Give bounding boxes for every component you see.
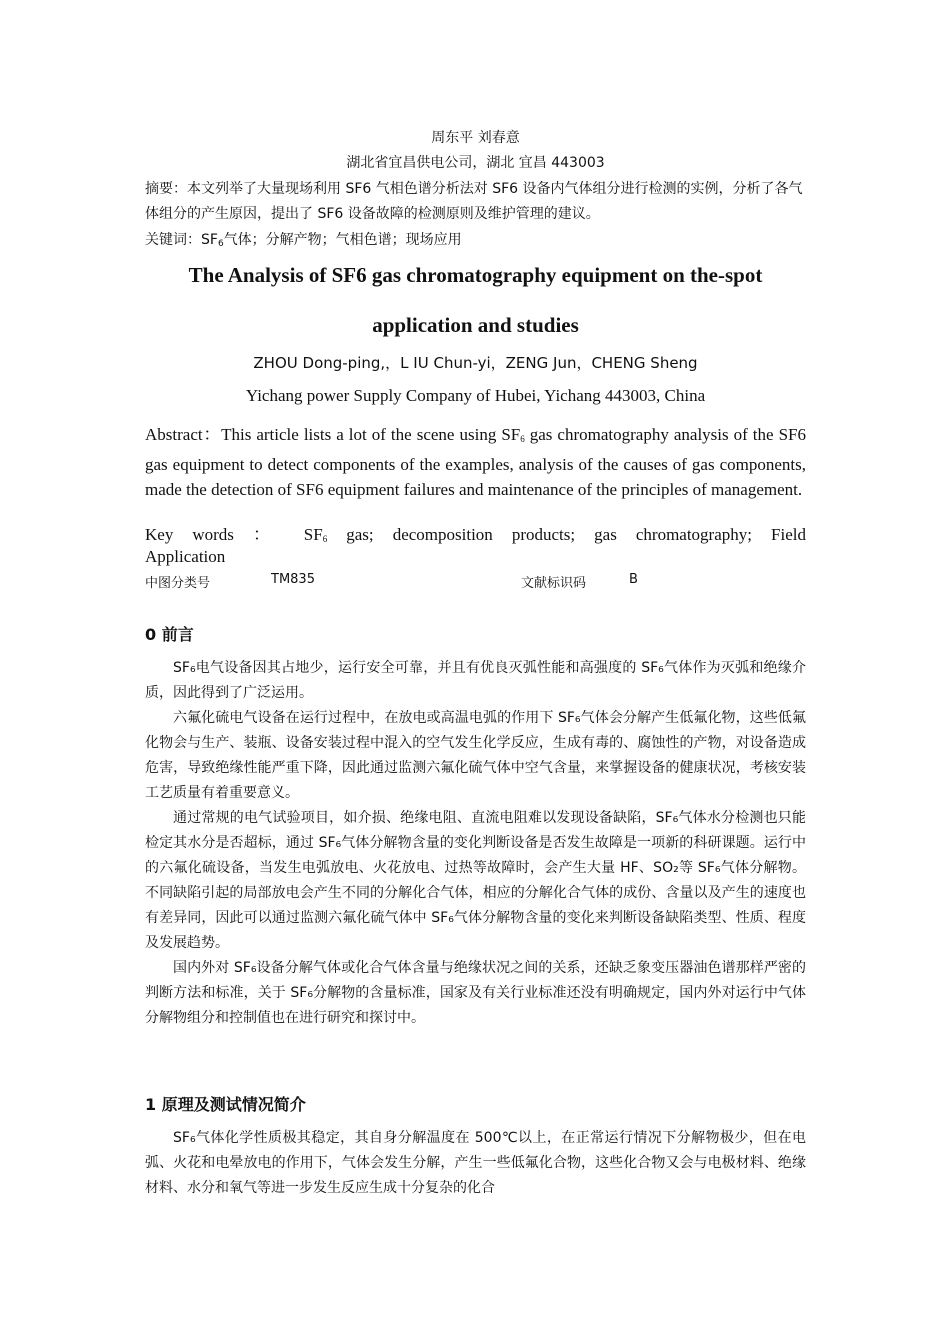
authors-en: ZHOU Dong-ping,，L IU Chun-yi，ZENG Jun，CHENG Sheng: [253, 354, 698, 372]
section-0-paragraph: SF₆电气设备因其占地少，运行安全可靠，并且有优良灭弧性能和高强度的 SF₆气体作为灭弧和绝缘介质，因此得到了广泛运用。: [145, 660, 806, 701]
doc-code-value: B: [629, 572, 638, 587]
authors-cn: 周东平 刘春意: [431, 130, 520, 146]
keywords-cn-prefix: 关键词：SF: [145, 232, 218, 248]
section-1-heading: 1 原理及测试情况简介: [145, 1095, 306, 1114]
abstract-cn: 摘要：本文列举了大量现场利用 SF6 气相色谱分析法对 SF6 设备内气体组分进行检测的实例，分析了各气体组分的产生原因，提出了 SF6 设备故障的检测原则及维护管理的建议。: [145, 181, 803, 222]
keywords-en: [145, 522, 806, 552]
paper-title-en: [145, 250, 806, 350]
keywords-cn: [145, 229, 806, 249]
section-0-body: [145, 656, 806, 1031]
section-0-paragraph: 国内外对 SF₆设备分解气体或化合气体含量与绝缘状况之间的关系，还缺乏象变压器油色谱那样严密的判断方法和标准，关于 SF₆分解物的含量标准，国家及有关行业标准还没有明确规定，国内外对运行中气体分解物组分和控制值也在进行研究和探讨中。: [145, 960, 806, 1026]
keywords-cn-sub: 6: [217, 239, 224, 249]
section-0-paragraph: 六氟化硫电气设备在运行过程中，在放电或高温电弧的作用下 SF₆气体会分解产生低氟化物，这些低氟化物会与生产、装瓶、设备安装过程中混入的空气发生化学反应，生成有毒的、腐蚀性的产物，对设备造成危害，导致绝缘性能严重下降，因此通过监测六氟化硫气体中空气含量，来掌握设备的健康状况，考核安装工艺质量有着重要意义。: [145, 710, 806, 801]
clc-value: TM835: [271, 572, 315, 587]
keywords-en-b: gas; decomposition products; gas chromatography; Field: [327, 525, 806, 544]
clc-label: 中图分类号: [145, 576, 211, 591]
doc-code-label: 文献标识码: [521, 576, 587, 591]
abstract-en: [145, 422, 806, 502]
title-line-2: application and studies: [372, 313, 579, 337]
abstract-en-b: gas chromatography analysis of the SF6 gas equipment to detect components of the examples, analysis of the causes of gas components, made the detection of SF6 equipment failures and maintenance of the principles of management.: [145, 425, 806, 499]
keywords-en-continued: Application: [145, 547, 226, 566]
section-1-paragraph: SF₆气体化学性质极其稳定，其自身分解温度在 500℃以上，在正常运行情况下分解物极少，但在电弧、火花和电晕放电的作用下，气体会发生分解，产生一些低氟化合物，这些化合物又会与电极材料、绝缘材料、水分和氧气等进一步发生反应生成十分复杂的化合: [145, 1130, 806, 1196]
keywords-en-a: Key words ： SF: [145, 525, 323, 544]
affiliation-cn: 湖北省宜昌供电公司，湖北 宜昌 443003: [346, 155, 605, 171]
affiliation-en: Yichang power Supply Company of Hubei, Yichang 443003, China: [245, 386, 706, 405]
section-1-body: [145, 1126, 806, 1201]
abstract-en-a: Abstract：This article lists a lot of the scene using SF: [145, 425, 521, 444]
title-line-1: The Analysis of SF6 gas chromatography equipment on the-spot: [188, 263, 763, 287]
section-0-paragraph: 通过常规的电气试验项目，如介损、绝缘电阻、直流电阻难以发现设备缺陷，SF₆气体水分检测也只能检定其水分是否超标，通过 SF₆气体分解物含量的变化判断设备是否发生故障是一项新的科研课题。运行中的六氟化硫设备，当发生电弧放电、火花放电、过热等故障时，会产生大量 HF、SO₂等 SF₆气体分解物。不同缺陷引起的局部放电会产生不同的分解化合气体，相应的分解化合气体的成份、含量以及产生的速度也有差异同，因此可以通过监测六氟化硫气体中 SF₆气体分解物含量的变化来判断设备缺陷类型、性质、程度及发展趋势。: [145, 810, 806, 951]
abstract-en-sub: 6: [520, 434, 525, 444]
keywords-cn-rest: 气体；分解产物；气相色谱；现场应用: [223, 232, 462, 248]
keywords-en-sub: 6: [322, 534, 328, 544]
section-0-heading: 0 前言: [145, 625, 194, 644]
